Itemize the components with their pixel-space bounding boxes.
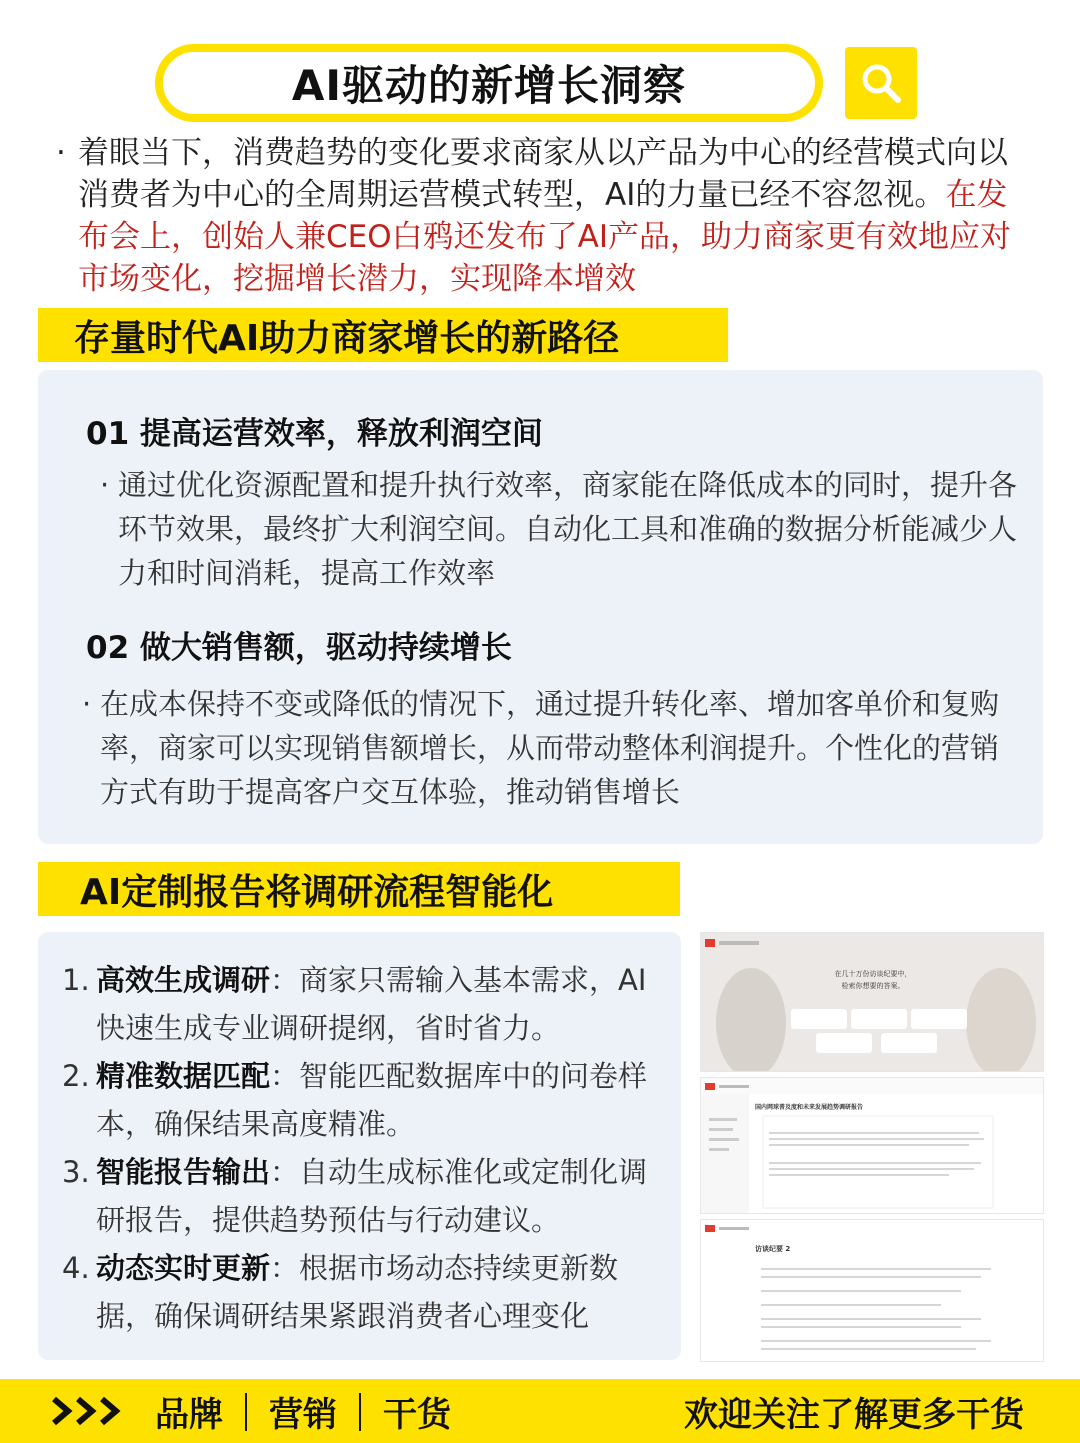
divider bbox=[359, 1393, 361, 1431]
list-text: ：智能匹配数据库中的问卷样本，确保结果高度精准。 bbox=[96, 1059, 648, 1141]
intro-highlight: 在发布会上，创始人兼CEO白鸦还发布了AI产品，助力商家更有效地应对市场变化，挖掘增长潜力，实现降本增效 bbox=[78, 177, 1011, 297]
section-1-panel bbox=[38, 370, 1043, 844]
list-text: ：根据市场动态持续更新数据，确保调研结果紧跟消费者心理变化 bbox=[96, 1251, 619, 1333]
list-item bbox=[62, 1148, 672, 1244]
paragraph-text: 在成本保持不变或降低的情况下，通过提升转化率、增加客单价和复购率，商家可以实现销售额增长，从而带动整体利润提升。个性化的营销方式有助于提高客户交互体验，推动销售增长 bbox=[100, 687, 1000, 809]
interview-title: 访谈纪要 2 bbox=[755, 1245, 791, 1253]
section-header-1 bbox=[38, 308, 728, 362]
search-icon bbox=[859, 61, 903, 105]
report-page-illustration bbox=[701, 1078, 1044, 1214]
subsection-text bbox=[82, 682, 1015, 814]
list-number: 3. bbox=[62, 1155, 90, 1189]
footer-tags bbox=[155, 1387, 451, 1436]
intro-paragraph bbox=[56, 132, 1031, 300]
feature-list bbox=[62, 956, 672, 1340]
tag-tips: 干货 bbox=[383, 1395, 451, 1435]
list-lead: 智能报告输出 bbox=[96, 1155, 271, 1189]
section-title: 存量时代AI助力商家增长的新路径 bbox=[74, 317, 620, 359]
search-button[interactable] bbox=[845, 47, 917, 119]
divider bbox=[245, 1393, 247, 1431]
subsection-title: 02 做大销售额，驱动持续增长 bbox=[86, 630, 512, 666]
paragraph-text: 通过优化资源配置和提升执行效率，商家能在降低成本的同时，提升各环节效果，最终扩大利润空间。自动化工具和准确的数据分析能减少人力和时间消耗，提高工作效率 bbox=[118, 468, 1018, 590]
section-header-2 bbox=[38, 862, 680, 916]
list-text: ：商家只需输入基本需求，AI快速生成专业调研提纲，省时省力。 bbox=[96, 963, 647, 1045]
list-number: 4. bbox=[62, 1251, 90, 1285]
report-title: 国内网球普及度和未来发展趋势调研报告 bbox=[755, 1104, 864, 1111]
list-item bbox=[62, 1244, 672, 1340]
subsection-title: 01 提高运营效率，释放利润空间 bbox=[86, 416, 543, 452]
screenshot-report-page bbox=[700, 1077, 1044, 1214]
triple-chevron-icon bbox=[52, 1393, 132, 1429]
list-lead: 动态实时更新 bbox=[96, 1251, 271, 1285]
intro-text: 着眼当下，消费趋势的变化要求商家从以产品为中心的经营模式向以消费者为中心的全周期运营模式转型，AI的力量已经不容忽视。 bbox=[78, 135, 1008, 213]
bullet: · bbox=[56, 135, 66, 171]
list-lead: 高效生成调研 bbox=[96, 963, 271, 997]
list-number: 2. bbox=[62, 1059, 90, 1093]
bullet: · bbox=[82, 687, 92, 721]
tag-brand: 品牌 bbox=[155, 1395, 223, 1435]
follow-prompt: 欢迎关注了解更多干货 bbox=[684, 1395, 1024, 1435]
subsection-text bbox=[100, 463, 1023, 595]
list-lead: 精准数据匹配 bbox=[96, 1059, 271, 1093]
bullet: · bbox=[100, 468, 110, 502]
interview-page-illustration bbox=[701, 1220, 1044, 1362]
screenshot-search-page bbox=[700, 932, 1044, 1072]
section-title: AI定制报告将调研流程智能化 bbox=[80, 871, 554, 913]
product-screenshots bbox=[700, 932, 1044, 1362]
title-banner bbox=[155, 44, 823, 122]
search-page-illustration bbox=[701, 933, 1044, 1072]
footer-bar bbox=[0, 1379, 1080, 1443]
search-page-line-1: 在几十万份访谈纪要中， bbox=[834, 970, 912, 978]
list-number: 1. bbox=[62, 963, 90, 997]
section-2-panel bbox=[38, 932, 681, 1360]
screenshot-interview-page bbox=[700, 1219, 1044, 1362]
list-item bbox=[62, 956, 672, 1052]
list-item bbox=[62, 1052, 672, 1148]
page-title: AI驱动的新增长洞察 bbox=[291, 61, 687, 110]
search-page-line-2: 检索你想要的答案。 bbox=[841, 982, 905, 990]
tag-marketing: 营销 bbox=[269, 1395, 337, 1435]
list-text: ：自动生成标准化或定制化调研报告，提供趋势预估与行动建议。 bbox=[96, 1155, 648, 1237]
